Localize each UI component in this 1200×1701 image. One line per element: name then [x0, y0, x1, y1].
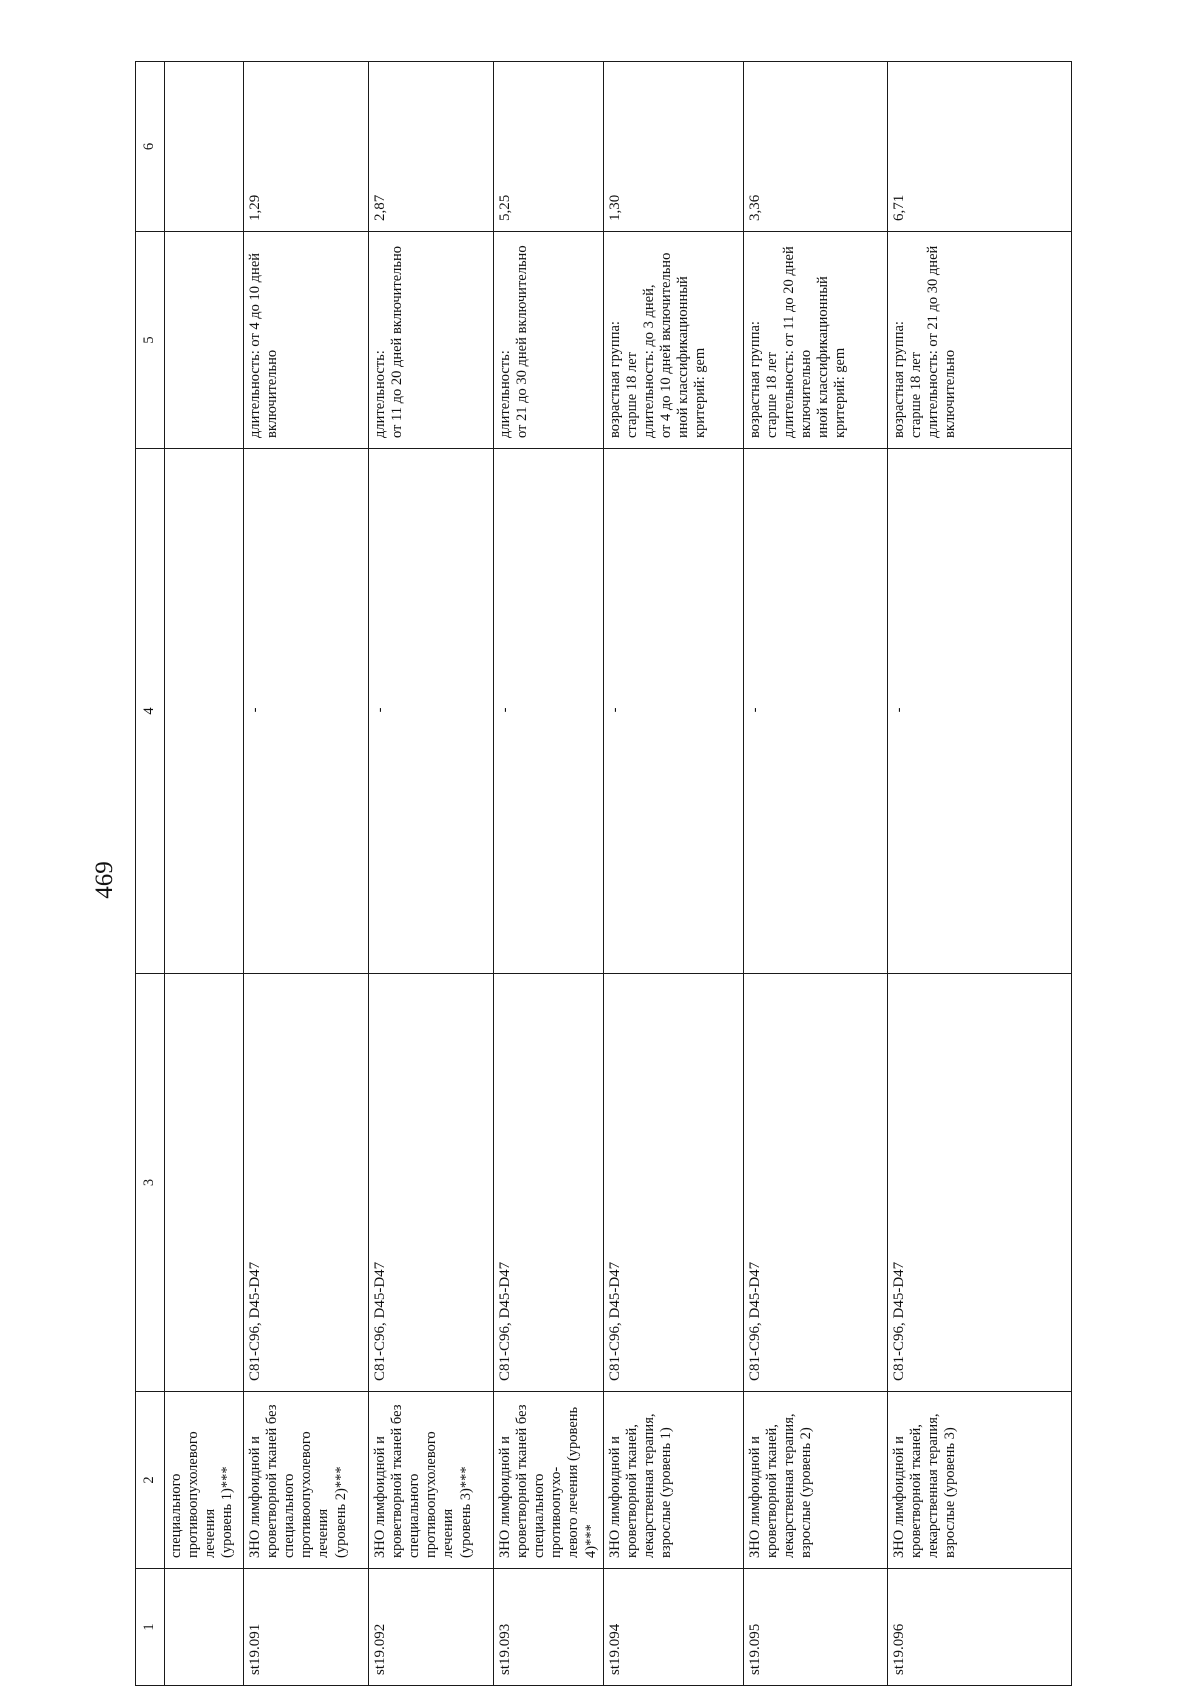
row-name: ЗНО лимфоидной и кроветворной тканей без специального противоопухо- левого лечения (уровень 4)***: [494, 1392, 604, 1569]
table-row: [603, 62, 743, 1686]
table-row: [743, 62, 887, 1686]
row-extra: -: [244, 449, 369, 974]
row-icd-codes: C81-C96, D45-D47: [244, 974, 369, 1392]
row-name: ЗНО лимфоидной и кроветворной тканей, лекарственная терапия, взрослые (уровень 1): [603, 1392, 743, 1569]
tariff-table: [135, 61, 1072, 1686]
row-code: st19.094: [603, 1569, 743, 1686]
row-criteria: возрастная группа: старше 18 лет длительность: от 11 до 20 дней включительно иной классификационный критерий: gem: [743, 232, 887, 449]
row-coefficient: [165, 62, 244, 232]
row-code: [165, 1569, 244, 1686]
row-extra: -: [743, 449, 887, 974]
row-criteria: возрастная группа: старше 18 лет длительность: от 21 до 30 дней включительно: [887, 232, 1071, 449]
column-number-1: 1: [136, 1569, 165, 1686]
row-code: st19.092: [369, 1569, 494, 1686]
row-criteria: длительность: от 4 до 10 дней включительно: [244, 232, 369, 449]
row-coefficient: 5,25: [494, 62, 604, 232]
row-criteria: длительность: от 21 до 30 дней включительно: [494, 232, 604, 449]
row-extra: -: [887, 449, 1071, 974]
row-extra: [165, 449, 244, 974]
table-container: [135, 62, 1072, 1686]
row-icd-codes: [165, 974, 244, 1392]
column-number-5: 5: [136, 232, 165, 449]
row-extra: -: [603, 449, 743, 974]
row-extra: -: [369, 449, 494, 974]
table-row: [369, 62, 494, 1686]
row-name: ЗНО лимфоидной и кроветворной тканей без специального противоопухолевого лечения (уровень 2)***: [244, 1392, 369, 1569]
table-row: [494, 62, 604, 1686]
row-criteria: [165, 232, 244, 449]
row-name: специального противоопухолевого лечения (уровень 1)***: [165, 1392, 244, 1569]
row-code: st19.096: [887, 1569, 1071, 1686]
row-coefficient: 1,30: [603, 62, 743, 232]
row-icd-codes: C81-C96, D45-D47: [603, 974, 743, 1392]
row-icd-codes: C81-C96, D45-D47: [369, 974, 494, 1392]
column-number-3: 3: [136, 974, 165, 1392]
row-code: st19.091: [244, 1569, 369, 1686]
row-coefficient: 1,29: [244, 62, 369, 232]
table-row: [244, 62, 369, 1686]
row-coefficient: 2,87: [369, 62, 494, 232]
column-number-6: 6: [136, 62, 165, 232]
row-code: st19.093: [494, 1569, 604, 1686]
row-coefficient: 3,36: [743, 62, 887, 232]
row-icd-codes: C81-C96, D45-D47: [494, 974, 604, 1392]
column-number-4: 4: [136, 449, 165, 974]
table-row: [165, 62, 244, 1686]
row-extra: -: [494, 449, 604, 974]
row-name: ЗНО лимфоидной и кроветворной тканей без специального противоопухолевого лечения (уровень 3)***: [369, 1392, 494, 1569]
row-name: ЗНО лимфоидной и кроветворной тканей, лекарственная терапия, взрослые (уровень 2): [743, 1392, 887, 1569]
page-number: 469: [91, 861, 118, 899]
row-name: ЗНО лимфоидной и кроветворной тканей, лекарственная терапия, взрослые (уровень 3): [887, 1392, 1071, 1569]
row-criteria: возрастная группа: старше 18 лет длительность: до 3 дней, от 4 до 10 дней включительно иной классификационный критерий: gem: [603, 232, 743, 449]
column-number-row: [136, 62, 165, 1686]
table-row: [887, 62, 1071, 1686]
row-icd-codes: C81-C96, D45-D47: [887, 974, 1071, 1392]
row-icd-codes: C81-C96, D45-D47: [743, 974, 887, 1392]
row-code: st19.095: [743, 1569, 887, 1686]
row-coefficient: 6,71: [887, 62, 1071, 232]
row-criteria: длительность: от 11 до 20 дней включительно: [369, 232, 494, 449]
column-number-2: 2: [136, 1392, 165, 1569]
